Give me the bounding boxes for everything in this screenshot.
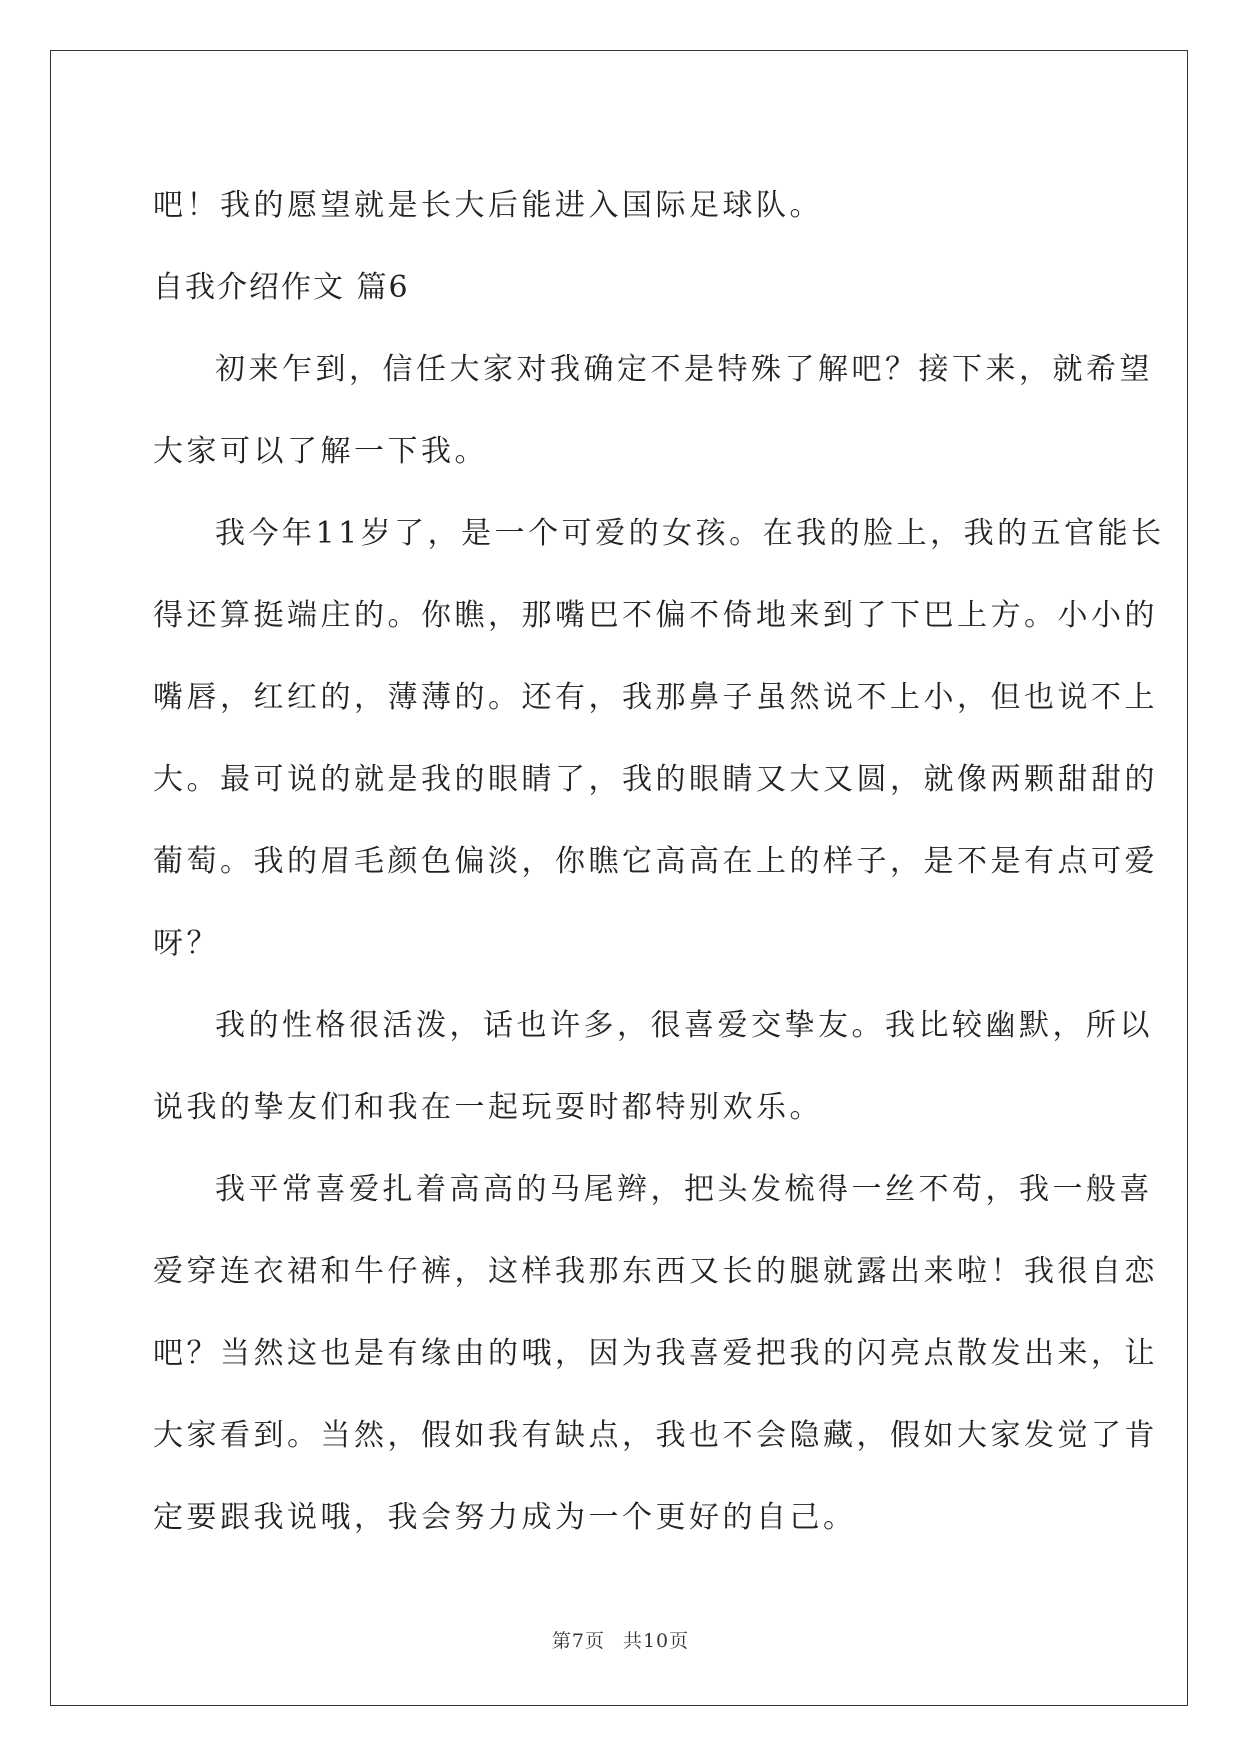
paragraph-first-line: 我今年11岁了，是一个可爱的女孩。在我的脸上，我的五官能长 bbox=[215, 516, 1165, 551]
page-number-total: 共10页 bbox=[622, 1630, 690, 1652]
text-line: 吧！我的愿望就是长大后能进入国际足球队。 bbox=[153, 188, 823, 223]
text-line: 呀？ bbox=[153, 926, 220, 961]
paragraph-first-line: 我的性格很活泼，话也许多，很喜爱交挚友。我比较幽默，所以 bbox=[215, 1008, 1153, 1043]
text-line: 嘴唇，红红的，薄薄的。还有，我那鼻子虽然说不上小，但也说不上 bbox=[153, 680, 1158, 715]
text-line: 得还算挺端庄的。你瞧，那嘴巴不偏不倚地来到了下巴上方。小小的 bbox=[153, 598, 1158, 633]
text-line: 大家看到。当然，假如我有缺点，我也不会隐藏，假如大家发觉了肯 bbox=[153, 1418, 1158, 1453]
text-line: 葡萄。我的眉毛颜色偏淡，你瞧它高高在上的样子，是不是有点可爱 bbox=[153, 844, 1158, 879]
page-footer bbox=[0, 1626, 1241, 1653]
text-line: 吧？当然这也是有缘由的哦，因为我喜爱把我的闪亮点散发出来，让 bbox=[153, 1336, 1158, 1371]
text-line: 说我的挚友们和我在一起玩耍时都特别欢乐。 bbox=[153, 1090, 823, 1125]
text-line: 大。最可说的就是我的眼睛了，我的眼睛又大又圆，就像两颗甜甜的 bbox=[153, 762, 1158, 797]
text-line: 大家可以了解一下我。 bbox=[153, 434, 488, 469]
page-number-current: 第7页 bbox=[551, 1630, 605, 1652]
text-line: 定要跟我说哦，我会努力成为一个更好的自己。 bbox=[153, 1500, 857, 1535]
document-body bbox=[153, 165, 1165, 1559]
text-line: 爱穿连衣裙和牛仔裤，这样我那东西又长的腿就露出来啦！我很自恋 bbox=[153, 1254, 1158, 1289]
section-heading: 自我介绍作文 篇6 bbox=[153, 270, 410, 305]
paragraph-first-line: 我平常喜爱扎着高高的马尾辫，把头发梳得一丝不苟，我一般喜 bbox=[215, 1172, 1153, 1207]
paragraph-first-line: 初来乍到，信任大家对我确定不是特殊了解吧？接下来，就希望 bbox=[215, 352, 1153, 387]
